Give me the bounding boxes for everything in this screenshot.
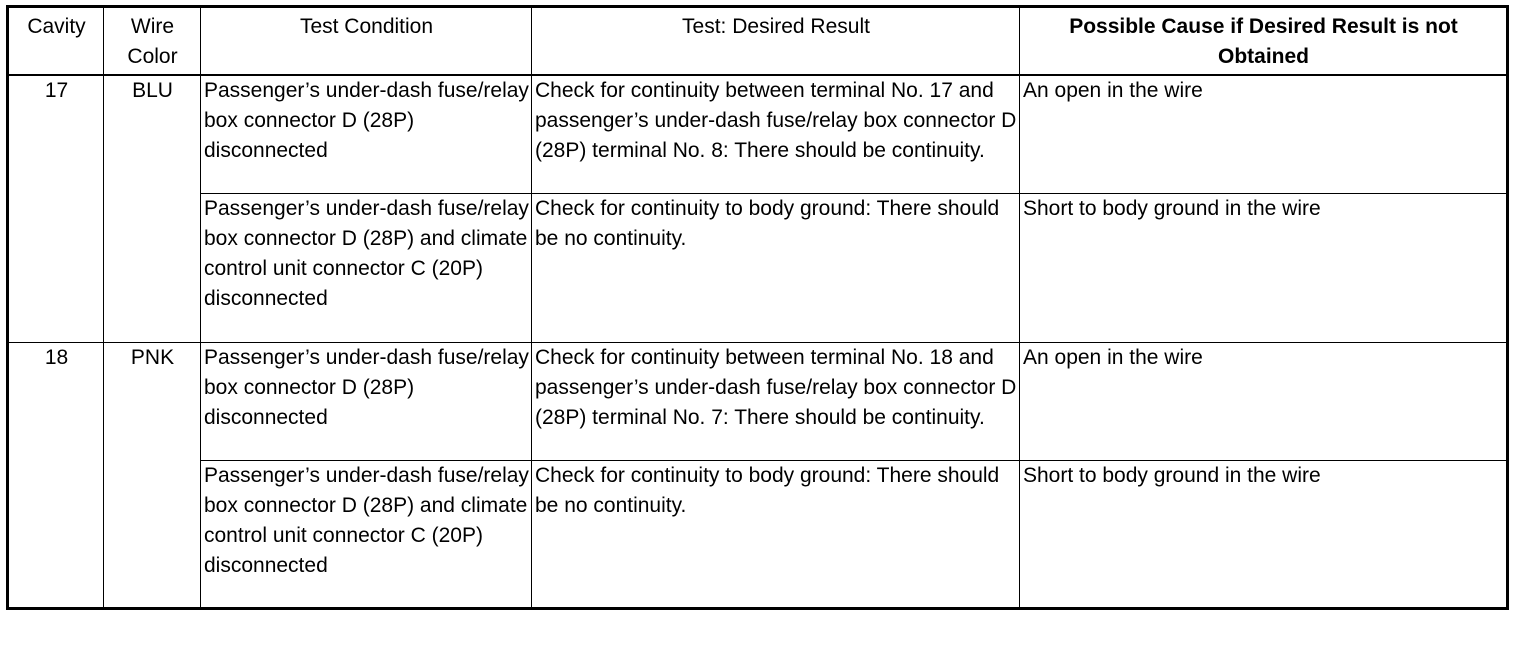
table-row xyxy=(8,194,1508,343)
troubleshooting-table xyxy=(6,5,1509,610)
test-condition-cell: Passenger’s under-dash fuse/relay box connector D (28P) and climate control unit connector C (20P) disconnected xyxy=(201,461,532,609)
test-condition-cell: Passenger’s under-dash fuse/relay box connector D (28P) disconnected xyxy=(201,75,532,194)
header-wire-color: Wire Color xyxy=(104,7,201,76)
desired-result-cell: Check for continuity to body ground: There should be no continuity. xyxy=(532,461,1020,609)
test-condition-cell: Passenger’s under-dash fuse/relay box connector D (28P) disconnected xyxy=(201,343,532,461)
table-row xyxy=(8,75,1508,194)
wire-color-cell: PNK xyxy=(104,343,201,609)
header-desired-result: Test: Desired Result xyxy=(532,7,1020,76)
header-test-condition: Test Condition xyxy=(201,7,532,76)
header-possible-cause: Possible Cause if Desired Result is not Obtained xyxy=(1020,7,1508,76)
possible-cause-cell: An open in the wire xyxy=(1020,75,1508,194)
test-condition-cell: Passenger’s under-dash fuse/relay box connector D (28P) and climate control unit connector C (20P) disconnected xyxy=(201,194,532,343)
cavity-cell: 18 xyxy=(8,343,104,609)
desired-result-cell: Check for continuity between terminal No. 18 and passenger’s under-dash fuse/relay box connector D (28P) terminal No. 7: There should be continuity. xyxy=(532,343,1020,461)
possible-cause-cell: Short to body ground in the wire xyxy=(1020,194,1508,343)
possible-cause-cell: Short to body ground in the wire xyxy=(1020,461,1508,609)
possible-cause-cell: An open in the wire xyxy=(1020,343,1508,461)
header-cavity: Cavity xyxy=(8,7,104,76)
wire-color-cell: BLU xyxy=(104,75,201,343)
desired-result-cell: Check for continuity between terminal No. 17 and passenger’s under-dash fuse/relay box connector D (28P) terminal No. 8: There should be continuity. xyxy=(532,75,1020,194)
table-row xyxy=(8,343,1508,461)
desired-result-cell: Check for continuity to body ground: There should be no continuity. xyxy=(532,194,1020,343)
table-row xyxy=(8,461,1508,609)
cavity-cell: 17 xyxy=(8,75,104,343)
header-row xyxy=(8,7,1508,76)
